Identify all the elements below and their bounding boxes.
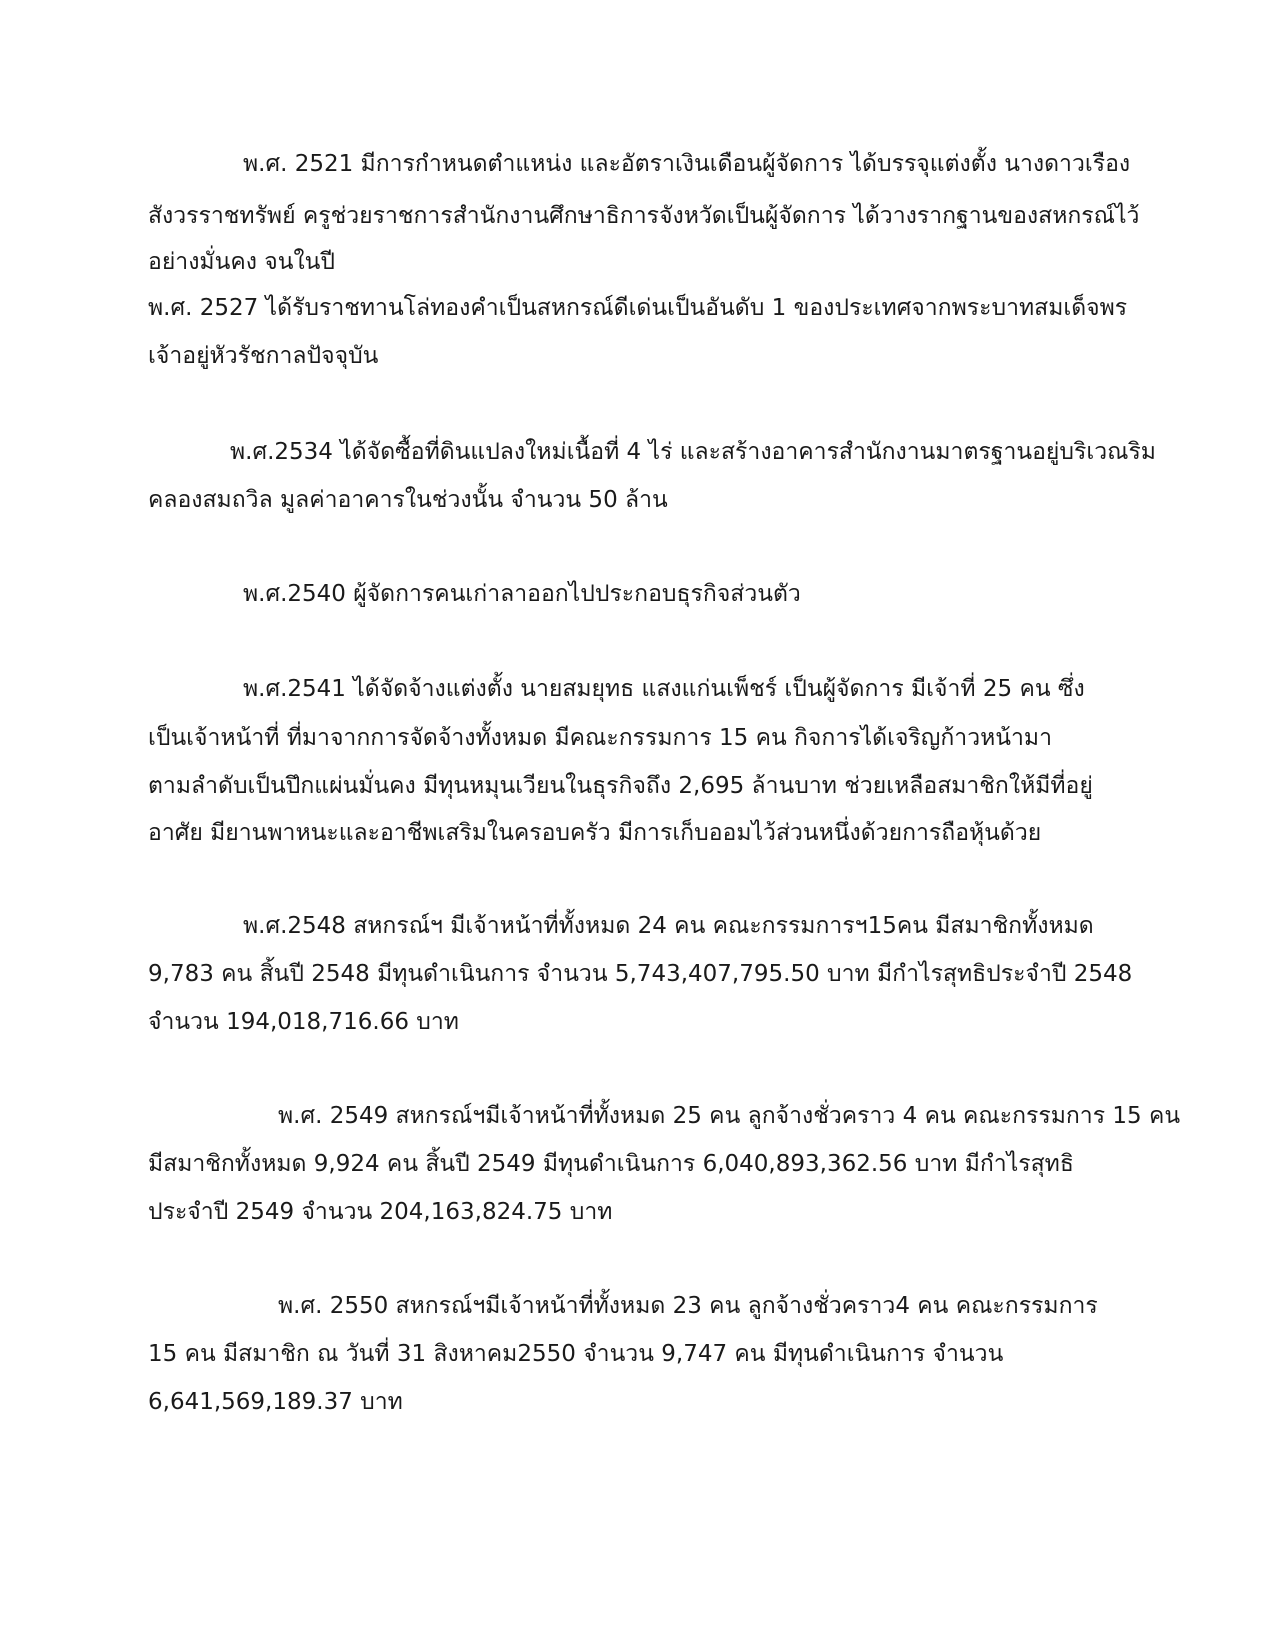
paragraph-7-line-2: 15 คน มีสมาชิก ณ วันที่ 31 สิงหาคม2550 จำนวน 9,747 คน มีทุนดำเนินการ จำนวน (148, 1341, 1004, 1367)
paragraph-2-line-1: พ.ศ.2534 ได้จัดซื้อที่ดินแปลงใหม่เนื้อที่ 4 ไร่ และสร้างอาคารสำนักงานมาตรฐานอยู่บริเวณริม (230, 439, 1156, 465)
paragraph-7-line-3: 6,641,569,189.37 บาท (148, 1389, 403, 1415)
paragraph-6-line-3: ประจำปี 2549 จำนวน 204,163,824.75 บาท (148, 1199, 613, 1225)
paragraph-3-line-1: พ.ศ.2540 ผู้จัดการคนเก่าลาออกไปประกอบธุรกิจส่วนตัว (243, 581, 801, 607)
paragraph-5-line-1: พ.ศ.2548 สหกรณ์ฯ มีเจ้าหน้าที่ทั้งหมด 24 คน คณะกรรมการฯ15คน มีสมาชิกทั้งหมด (243, 913, 1094, 939)
paragraph-1-line-1: พ.ศ. 2521 มีการกำหนดตำแหน่ง และอัตราเงินเดือนผู้จัดการ ได้บรรจุแต่งตั้ง นางดาวเรือง (243, 151, 1131, 177)
paragraph-5-line-2: 9,783 คน สิ้นปี 2548 มีทุนดำเนินการ จำนวน 5,743,407,795.50 บาท มีกำไรสุทธิประจำปี 2548 (148, 961, 1133, 987)
paragraph-2-line-2: คลองสมถวิล มูลค่าอาคารในช่วงนั้น จำนวน 50 ล้าน (148, 487, 668, 513)
paragraph-6-line-1: พ.ศ. 2549 สหกรณ์ฯมีเจ้าหน้าที่ทั้งหมด 25 คน ลูกจ้างชั่วคราว 4 คน คณะกรรมการ 15 คน (278, 1103, 1181, 1129)
paragraph-4-line-2: เป็นเจ้าหน้าที่ ที่มาจากการจัดจ้างทั้งหมด มีคณะกรรมการ 15 คน กิจการได้เจริญก้าวหน้ามา (148, 725, 1053, 751)
paragraph-7-line-1: พ.ศ. 2550 สหกรณ์ฯมีเจ้าหน้าที่ทั้งหมด 23 คน ลูกจ้างชั่วคราว4 คน คณะกรรมการ (278, 1293, 1098, 1319)
paragraph-4-line-4: อาศัย มียานพาหนะและอาชีพเสริมในครอบครัว มีการเก็บออมไว้ส่วนหนึ่งด้วยการถือหุ้นด้วย (148, 820, 1042, 846)
paragraph-1-line-3: อย่างมั่นคง จนในปี (148, 249, 335, 275)
paragraph-4-line-3: ตามลำดับเป็นปึกแผ่นมั่นคง มีทุนหมุนเวียนในธุรกิจถึง 2,695 ล้านบาท ช่วยเหลือสมาชิกให้มีที่อยู่ (148, 773, 1093, 799)
paragraph-6-line-2: มีสมาชิกทั้งหมด 9,924 คน สิ้นปี 2549 มีทุนดำเนินการ 6,040,893,362.56 บาท มีกำไรสุทธิ (148, 1151, 1074, 1177)
paragraph-5-line-3: จำนวน 194,018,716.66 บาท (148, 1009, 459, 1035)
paragraph-1-line-2: สังวรราชทรัพย์ ครูช่วยราชการสำนักงานศึกษาธิการจังหวัดเป็นผู้จัดการ ได้วางรากฐานของสหกรณ์ไว้ (148, 203, 1140, 229)
paragraph-4-line-1: พ.ศ.2541 ได้จัดจ้างแต่งตั้ง นายสมยุทธ แสงแก่นเพ็ชร์ เป็นผู้จัดการ มีเจ้าที่ 25 คน ซึ่ง (243, 676, 1085, 702)
paragraph-1-line-4: พ.ศ. 2527 ได้รับราชทานโล่ทองคำเป็นสหกรณ์ดีเด่นเป็นอันดับ 1 ของประเทศจากพระบาทสมเด็จพร (148, 295, 1128, 321)
paragraph-1-line-5: เจ้าอยู่หัวรัชกาลปัจจุบัน (148, 343, 379, 369)
